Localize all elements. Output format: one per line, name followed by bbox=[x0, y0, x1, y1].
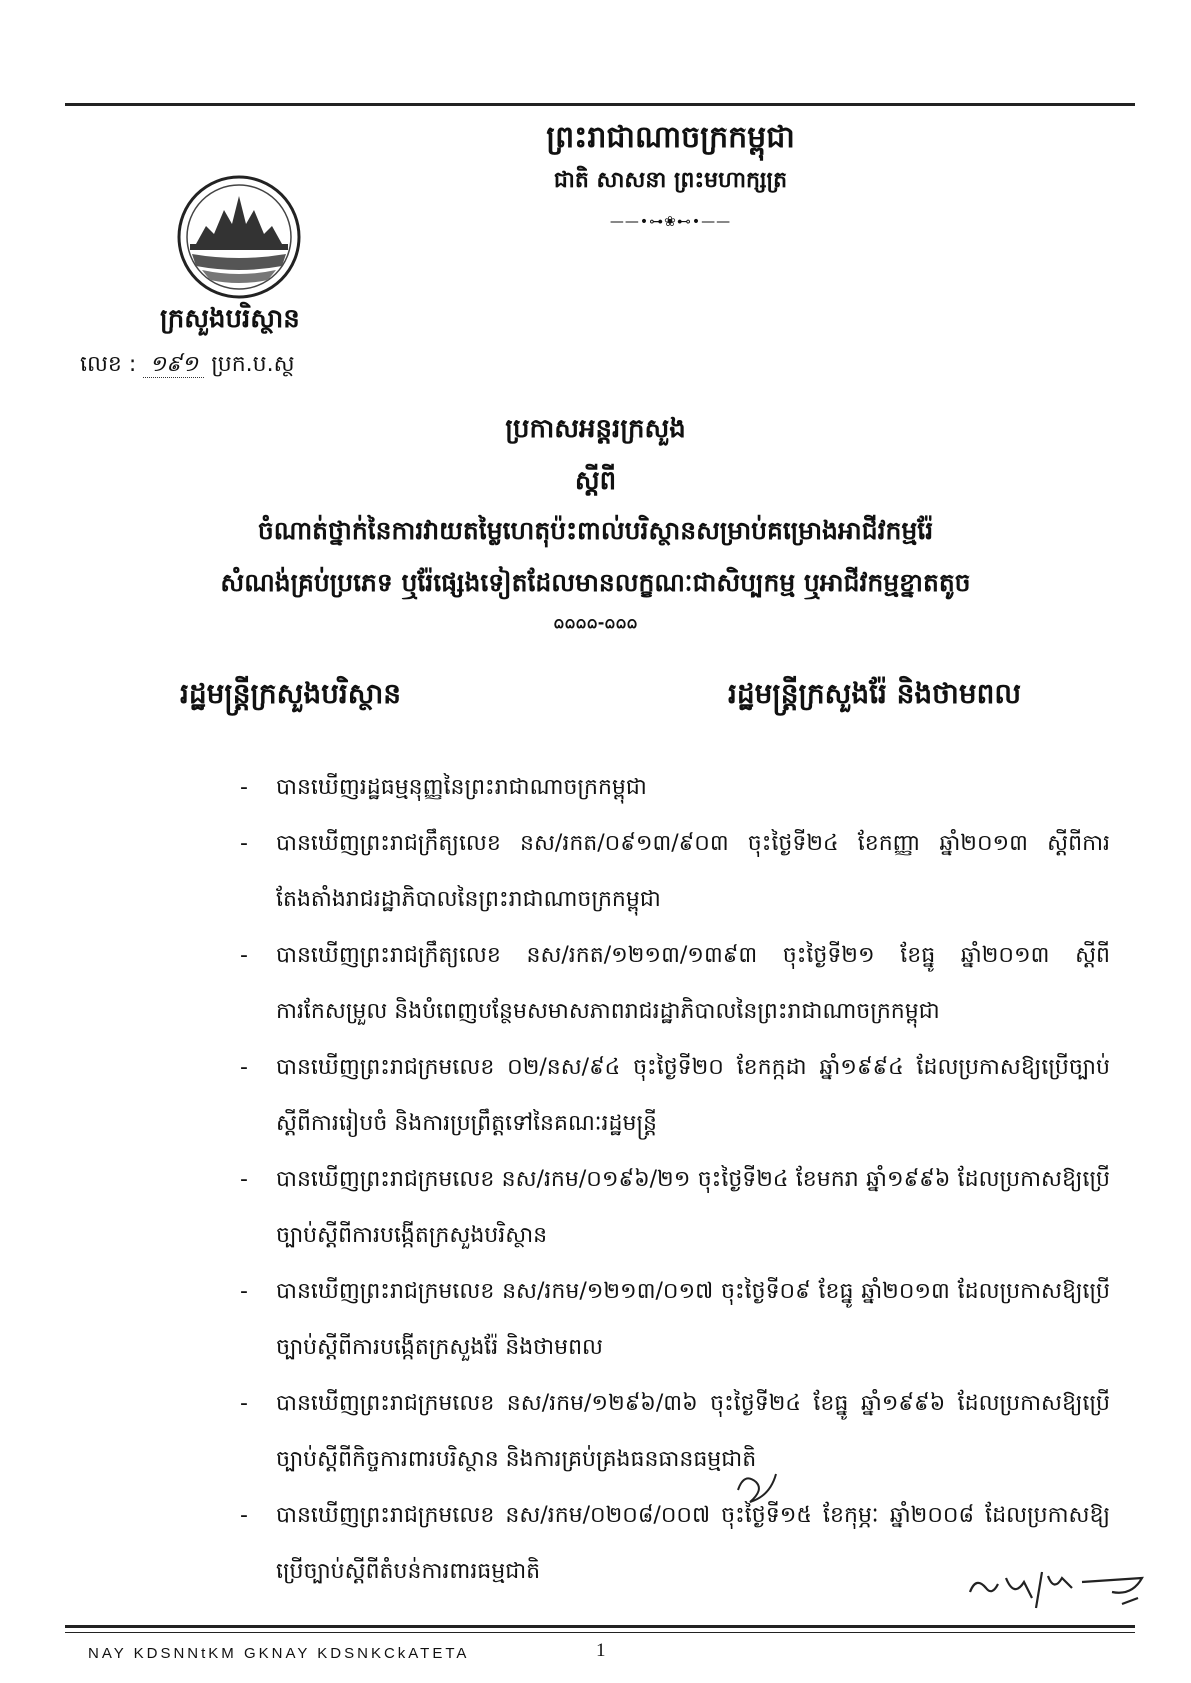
title-line-1: ប្រកាសអន្តរក្រសួង bbox=[505, 414, 686, 444]
title-line-3: ចំណាត់ថ្នាក់នៃការវាយតម្លៃហេតុប៉ះពាល់បរិស្ថានសម្រាប់គម្រោងអាជីវកម្មរ៉ែ bbox=[257, 516, 934, 545]
list-item: - បានឃើញព្រះរាជក្រមលេខ នស/រកម/១២១៣/០១៧ ចុះថ្ងៃទី០៩ ខែធ្នូ ឆ្នាំ២០១៣ ដែលប្រកាសឱ្យប្រើច្បាប់ស្តីពីការបង្កើតក្រសួងរ៉ែ និងថាមពល bbox=[240, 1264, 1110, 1376]
bottom-rule-thin bbox=[65, 1632, 1135, 1633]
initials-mark bbox=[730, 1468, 790, 1508]
list-item: - បានឃើញព្រះរាជក្រឹត្យលេខ នស/រកត/០៩១៣/៩០៣ ចុះថ្ងៃទី២៤ ខែកញ្ញា ឆ្នាំ២០១៣ ស្តីពីការតែងតាំងរាជរដ្ឋាភិបាលនៃព្រះរាជាណាចក្រកម្ពុជា bbox=[240, 816, 1110, 928]
ministry-name: ក្រសួងបរិស្ថាន bbox=[160, 304, 300, 334]
list-item: - បានឃើញព្រះរាជក្រមលេខ នស/រកម/១២៩៦/៣៦ ចុះថ្ងៃទី២៤ ខែធ្នូ ឆ្នាំ១៩៩៦ ដែលប្រកាសឱ្យប្រើច្បាប់ស្តីពីកិច្ចការពារបរិស្ថាន និងការគ្រប់គ្រងធនធានធម្មជាតិ bbox=[240, 1376, 1110, 1488]
list-item: - បានឃើញព្រះរាជក្រឹត្យលេខ នស/រកត/១២១៣/១៣៩៣ ចុះថ្ងៃទី២១ ខែធ្នូ ឆ្នាំ២០១៣ ស្តីពីការកែសម្រួល និងបំពេញបន្ថែមសមាសភាពរាជរដ្ឋាភិបាលនៃព្រះរាជាណាចក្រកម្ពុជា bbox=[240, 928, 1110, 1040]
list-item: - បានឃើញព្រះរាជក្រមលេខ នស/រកម/០១៩៦/២១ ចុះថ្ងៃទី២៤ ខែមករា ឆ្នាំ១៩៩៦ ដែលប្រកាសឱ្យប្រើច្បាប់ស្តីពីការបង្កើតក្រសួងបរិស្ថាន bbox=[240, 1152, 1110, 1264]
ministry-logo bbox=[176, 174, 302, 300]
list-item: - បានឃើញរដ្ឋធម្មនុញ្ញនៃព្រះរាជាណាចក្រកម្ពុជា bbox=[240, 760, 1110, 816]
title-decoration: ᨵᨵᨵᨵ-ᨵᨵᨵ bbox=[553, 613, 638, 632]
reference-handwritten-number: ១៩១ bbox=[143, 352, 204, 378]
list-item: - បានឃើញព្រះរាជក្រមលេខ នស/រកម/០២០៨/០០៧ ចុះថ្ងៃទី១៥ ខែកុម្ភៈ ឆ្នាំ២០០៨ ដែលប្រកាសឱ្យប្រើច្បាប់ស្តីពីតំបន់ការពារធម្មជាតិ bbox=[240, 1488, 1110, 1600]
title-line-2: ស្តីពី bbox=[574, 466, 617, 496]
ornament-divider: ——•⊶❀⊷•—— bbox=[609, 214, 732, 230]
signature-initials bbox=[962, 1548, 1162, 1618]
footer-text: NAY KDSNNtKM GKNAY KDSNKCkATETA bbox=[88, 1645, 470, 1662]
kingdom-heading: ព្រះរាជាណាចក្រកម្ពុជា bbox=[546, 120, 795, 155]
reference-number bbox=[80, 350, 295, 382]
list-item: - បានឃើញព្រះរាជក្រមលេខ ០២/នស/៩៤ ចុះថ្ងៃទី២០ ខែកក្កដា ឆ្នាំ១៩៩៤ ដែលប្រកាសឱ្យប្រើច្បាប់ស្តីពីការរៀបចំ និងការប្រព្រឹត្តទៅនៃគណៈរដ្ឋមន្ត្រី bbox=[240, 1040, 1110, 1152]
top-rule bbox=[65, 103, 1135, 106]
minister-mines-energy: រដ្ឋមន្ត្រីក្រសួងរ៉ែ និងថាមពល bbox=[728, 677, 1022, 710]
bottom-rule bbox=[65, 1625, 1135, 1628]
title-line-4: សំណង់គ្រប់ប្រភេទ ឬរ៉ែផ្សេងទៀតដែលមានលក្ខណៈជាសិប្បកម្ម ឬអាជីវកម្មខ្នាតតូច bbox=[220, 568, 971, 597]
national-motto: ជាតិ សាសនា ព្រះមហាក្សត្រ bbox=[553, 168, 788, 193]
minister-environment: រដ្ឋមន្ត្រីក្រសួងបរិស្ថាន bbox=[180, 677, 402, 710]
page-number: 1 bbox=[596, 1640, 606, 1661]
reference-code: ប្រក.ប.ស្ថ bbox=[211, 352, 295, 377]
reference-label: លេខ : bbox=[80, 352, 137, 377]
legal-references-list bbox=[240, 760, 1110, 1600]
